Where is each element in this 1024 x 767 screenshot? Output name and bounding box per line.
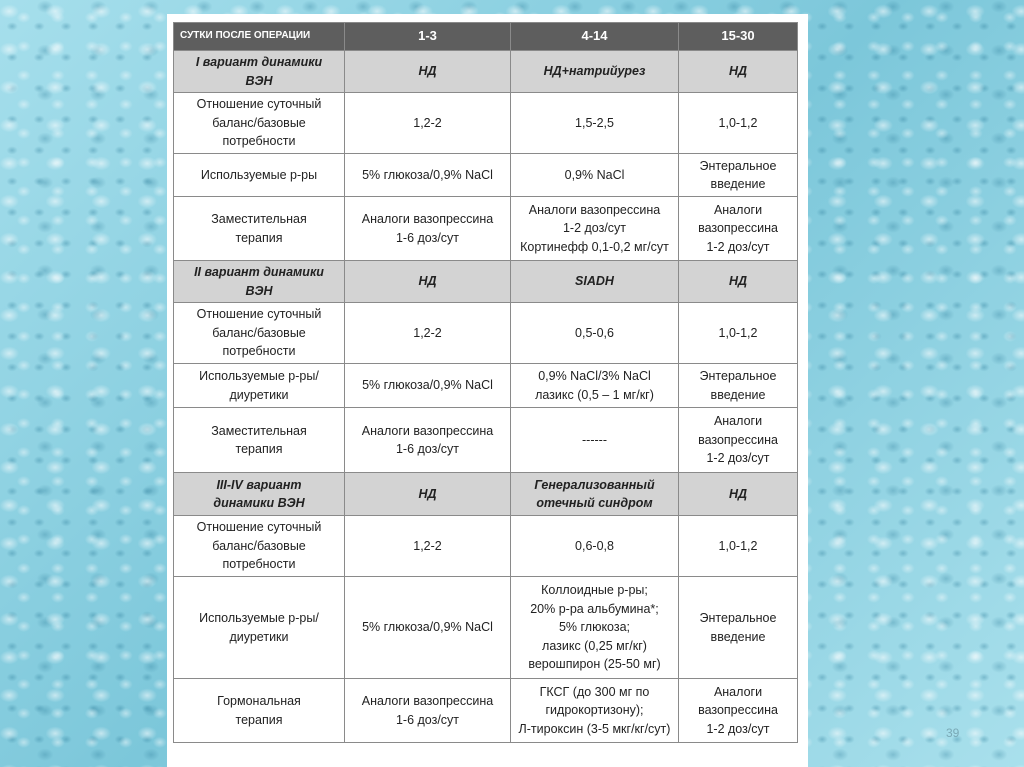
table-row: [174, 516, 798, 577]
row-label: Используемые р-ры/ диуретики: [174, 577, 345, 679]
section-row: [174, 473, 798, 516]
table-row: [174, 93, 798, 154]
table-cell: 5% глюкоза/0,9% NaCl: [345, 364, 511, 408]
row-label: Отношение суточный баланс/базовые потребности: [174, 516, 345, 577]
table-row: [174, 408, 798, 473]
table-row: [174, 364, 798, 408]
table-cell: 1,0-1,2: [679, 516, 798, 577]
table-cell: Аналоги вазопрессина 1-2 доз/сут: [679, 408, 798, 473]
section-cell: НД: [345, 51, 511, 93]
table-cell: ГКСГ (до 300 мг по гидрокортизону); Л-тироксин (3-5 мкг/кг/сут): [511, 679, 679, 743]
section-title: I вариант динамики ВЭН: [174, 51, 345, 93]
section-cell: НД: [679, 261, 798, 303]
row-label: Заместительная терапия: [174, 408, 345, 473]
table-cell: 5% глюкоза/0,9% NaCl: [345, 577, 511, 679]
table-cell: 1,0-1,2: [679, 93, 798, 154]
table-cell: Аналоги вазопрессина 1-2 доз/сут: [679, 197, 798, 261]
table-cell: 0,5-0,6: [511, 303, 679, 364]
data-table: [173, 22, 798, 743]
table-cell: 1,0-1,2: [679, 303, 798, 364]
row-label: Отношение суточный баланс/базовые потребности: [174, 93, 345, 154]
section-title: II вариант динамики ВЭН: [174, 261, 345, 303]
row-label: Отношение суточный баланс/базовые потребности: [174, 303, 345, 364]
table-cell: Энтеральное введение: [679, 364, 798, 408]
table-cell: 1,2-2: [345, 93, 511, 154]
table-cell: Аналоги вазопрессина 1-2 доз/сут: [679, 679, 798, 743]
header-cell: 4-14: [511, 23, 679, 51]
table-header-row: [174, 23, 798, 51]
table-cell: 0,9% NaCl: [511, 154, 679, 197]
table-row: [174, 679, 798, 743]
section-cell: НД: [679, 473, 798, 516]
row-label: Используемые р-ры: [174, 154, 345, 197]
table-cell: Коллоидные р-ры; 20% р-ра альбумина*; 5% глюкоза; лазикс (0,25 мг/кг) верошпирон (25-50 мг): [511, 577, 679, 679]
section-row: [174, 51, 798, 93]
section-cell: НД: [345, 261, 511, 303]
section-row: [174, 261, 798, 303]
section-title: III-IV вариант динамики ВЭН: [174, 473, 345, 516]
header-cell: 1-3: [345, 23, 511, 51]
section-cell: Генерализованный отечный синдром: [511, 473, 679, 516]
table-cell: 1,2-2: [345, 516, 511, 577]
table-cell: Аналоги вазопрессина 1-6 доз/сут: [345, 197, 511, 261]
table-cell: Энтеральное введение: [679, 154, 798, 197]
table-cell: 1,5-2,5: [511, 93, 679, 154]
table-row: [174, 303, 798, 364]
table-cell: 0,6-0,8: [511, 516, 679, 577]
table-cell: 1,2-2: [345, 303, 511, 364]
table-cell: Аналоги вазопрессина 1-6 доз/сут: [345, 679, 511, 743]
table-row: [174, 197, 798, 261]
section-cell: НД+натрийурез: [511, 51, 679, 93]
header-cell: 15-30: [679, 23, 798, 51]
section-cell: SIADH: [511, 261, 679, 303]
section-cell: НД: [679, 51, 798, 93]
section-cell: НД: [345, 473, 511, 516]
row-label: Заместительная терапия: [174, 197, 345, 261]
table-row: [174, 577, 798, 679]
table-cell: 0,9% NaCl/3% NaCl лазикс (0,5 – 1 мг/кг): [511, 364, 679, 408]
header-cell: СУТКИ ПОСЛЕ ОПЕРАЦИИ: [174, 23, 345, 51]
table-cell: 5% глюкоза/0,9% NaCl: [345, 154, 511, 197]
row-label: Гормональная терапия: [174, 679, 345, 743]
page-number: 39: [946, 726, 960, 740]
table-cell: Аналоги вазопрессина 1-2 доз/сут Кортинефф 0,1-0,2 мг/сут: [511, 197, 679, 261]
table-row: [174, 154, 798, 197]
table-cell: Энтеральное введение: [679, 577, 798, 679]
row-label: Используемые р-ры/ диуретики: [174, 364, 345, 408]
table-cell: ------: [511, 408, 679, 473]
table-cell: Аналоги вазопрессина 1-6 доз/сут: [345, 408, 511, 473]
